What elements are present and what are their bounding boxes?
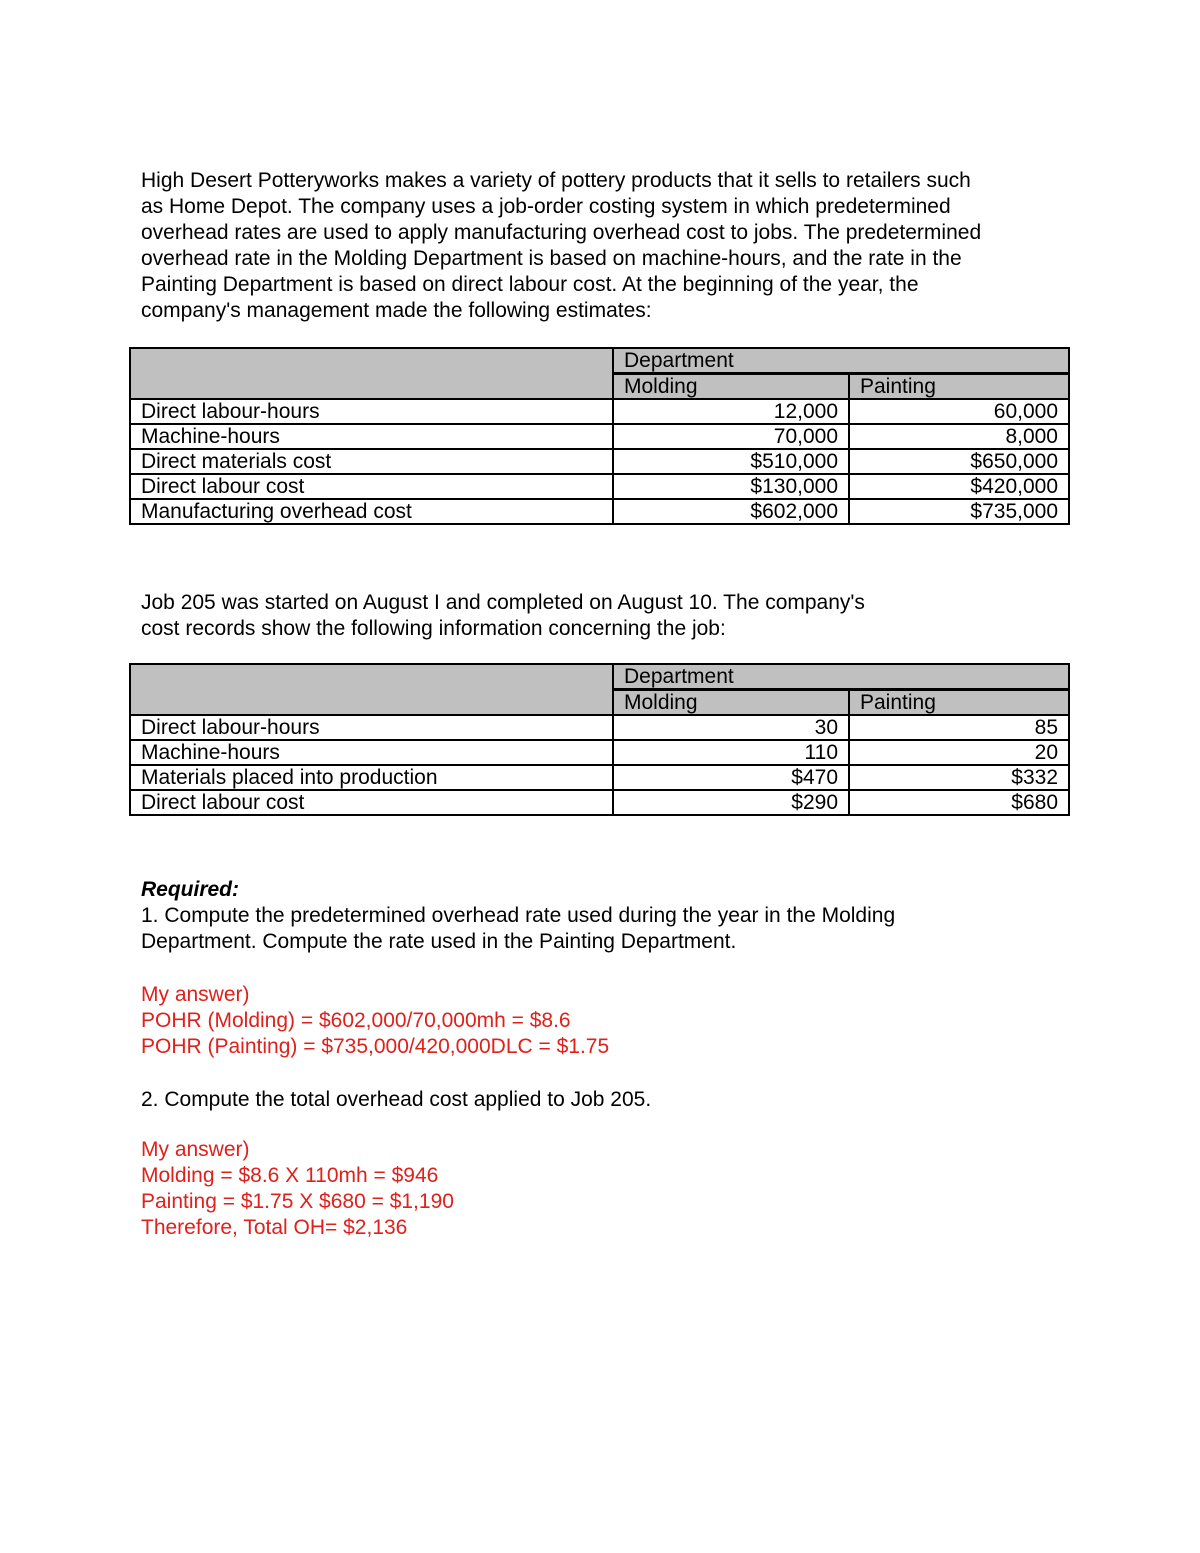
table-row (130, 740, 1069, 765)
answer-1-line: My answer) (141, 983, 250, 1006)
answer-2 (141, 1137, 454, 1241)
job-intro-line: cost records show the following information concerning the job: (141, 617, 726, 640)
molding-header: Molding (613, 374, 849, 400)
row-label: Direct labour-hours (130, 399, 613, 424)
molding-value: $290 (613, 790, 849, 815)
row-label: Machine-hours (130, 740, 613, 765)
intro-line: as Home Depot. The company uses a job-order costing system in which predetermined (141, 195, 951, 218)
table-corner-cell (130, 348, 613, 399)
painting-value: 20 (849, 740, 1069, 765)
molding-value: 70,000 (613, 424, 849, 449)
painting-header: Painting (849, 374, 1069, 400)
molding-header: Molding (613, 690, 849, 716)
job-table (129, 663, 1070, 816)
row-label: Direct labour cost (130, 790, 613, 815)
intro-line: High Desert Potteryworks makes a variety of pottery products that it sells to retailers such (141, 169, 971, 192)
intro-line: Painting Department is based on direct labour cost. At the beginning of the year, the (141, 273, 919, 296)
estimates-table (129, 347, 1070, 525)
job-intro-line: Job 205 was started on August I and completed on August 10. The company's (141, 591, 865, 614)
question-1-line: Department. Compute the rate used in the Painting Department. (141, 930, 737, 953)
department-header: Department (613, 348, 1069, 374)
table-row (130, 474, 1069, 499)
department-header: Department (613, 664, 1069, 690)
molding-value: 12,000 (613, 399, 849, 424)
intro-line: company's management made the following estimates: (141, 299, 652, 322)
question-2-line: 2. Compute the total overhead cost applied to Job 205. (141, 1088, 652, 1111)
table-row (130, 790, 1069, 815)
table-row (130, 765, 1069, 790)
row-label: Manufacturing overhead cost (130, 499, 613, 524)
answer-2-line: Therefore, Total OH= $2,136 (141, 1216, 408, 1239)
answer-2-line: My answer) (141, 1138, 250, 1161)
table-row (130, 715, 1069, 740)
table-corner-cell (130, 664, 613, 715)
row-label: Direct materials cost (130, 449, 613, 474)
intro-line: overhead rates are used to apply manufacturing overhead cost to jobs. The predetermined (141, 221, 982, 244)
row-label: Machine-hours (130, 424, 613, 449)
painting-value: $680 (849, 790, 1069, 815)
painting-value: $735,000 (849, 499, 1069, 524)
question-2 (141, 1087, 651, 1113)
table-row (130, 399, 1069, 424)
intro-paragraph (141, 168, 1071, 324)
painting-value: $650,000 (849, 449, 1069, 474)
answer-2-line: Painting = $1.75 X $680 = $1,190 (141, 1190, 454, 1213)
required-heading: Required: (141, 878, 240, 901)
painting-value: 60,000 (849, 399, 1069, 424)
molding-value: $602,000 (613, 499, 849, 524)
molding-value: 110 (613, 740, 849, 765)
answer-2-line: Molding = $8.6 X 110mh = $946 (141, 1164, 439, 1187)
painting-value: $332 (849, 765, 1069, 790)
table-row (130, 499, 1069, 524)
question-1-line: 1. Compute the predetermined overhead rate used during the year in the Molding (141, 904, 896, 927)
molding-value: $510,000 (613, 449, 849, 474)
molding-value: $470 (613, 765, 849, 790)
row-label: Materials placed into production (130, 765, 613, 790)
answer-1 (141, 982, 609, 1060)
job-intro-paragraph (141, 590, 1071, 642)
answer-1-line: POHR (Molding) = $602,000/70,000mh = $8.6 (141, 1009, 571, 1032)
painting-value: 8,000 (849, 424, 1069, 449)
required-section (141, 877, 1071, 955)
molding-value: $130,000 (613, 474, 849, 499)
painting-header: Painting (849, 690, 1069, 716)
painting-value: $420,000 (849, 474, 1069, 499)
molding-value: 30 (613, 715, 849, 740)
row-label: Direct labour-hours (130, 715, 613, 740)
answer-1-line: POHR (Painting) = $735,000/420,000DLC = $1.75 (141, 1035, 610, 1058)
painting-value: 85 (849, 715, 1069, 740)
row-label: Direct labour cost (130, 474, 613, 499)
intro-line: overhead rate in the Molding Department is based on machine-hours, and the rate in the (141, 247, 962, 270)
table-row (130, 449, 1069, 474)
table-row (130, 424, 1069, 449)
